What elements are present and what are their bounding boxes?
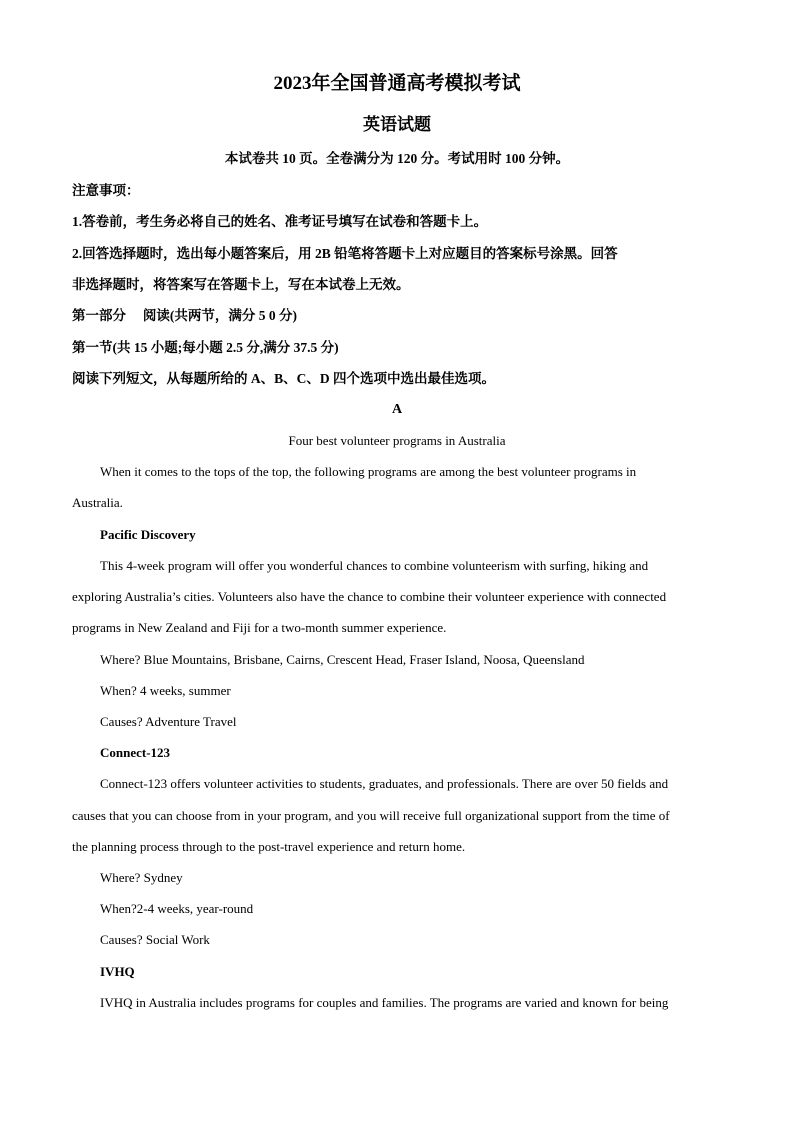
passage-intro-line-1: When it comes to the tops of the top, the following programs are among the best volunteer programs in xyxy=(100,464,637,479)
program-desc-line: Connect-123 offers volunteer activities to students, graduates, and professionals. There are over 50 fields and xyxy=(100,776,669,791)
passage-intro-line-2: Australia. xyxy=(72,495,123,510)
note-item-2-line-2: 非选择题时，将答案写在答题卡上，写在本试卷上无效。 xyxy=(72,277,410,292)
exam-title: 2023年全国普通高考模拟考试 xyxy=(273,73,521,94)
program-where: Where? Blue Mountains, Brisbane, Cairns, Crescent Head, Fraser Island, Noosa, Queensland xyxy=(100,652,585,667)
note-item-2-line-1: 2.回答选择题时，选出每小题答案后，用 2B 铅笔将答题卡上对应题目的答案标号涂黑。回答 xyxy=(72,246,618,261)
program-desc-line: This 4-week program will offer you wonderful chances to combine volunteerism with surfing, hiking and xyxy=(100,558,649,573)
program-desc-line: exploring Australia’s cities. Volunteers also have the chance to combine their volunteer experience with connected xyxy=(72,589,667,604)
reading-instruction: 阅读下列短文，从每题所给的 A、B、C、D 四个选项中选出最佳选项。 xyxy=(72,371,496,386)
program-causes: Causes? Social Work xyxy=(100,932,210,947)
program-desc-line: programs in New Zealand and Fiji for a two-month summer experience. xyxy=(72,620,447,635)
notes-heading: 注意事项： xyxy=(72,183,140,198)
passage-letter: A xyxy=(391,402,403,417)
program-name-ivhq: IVHQ xyxy=(100,964,135,979)
program-desc-line: the planning process through to the post-travel experience and return home. xyxy=(72,839,466,854)
program-when: When? 4 weeks, summer xyxy=(100,683,231,698)
note-item-1: 1.答卷前，考生务必将自己的姓名、准考证号填写在试卷和答题卡上。 xyxy=(72,214,488,229)
part-heading: 第一部分 阅读(共两节，满分 5 0 分) xyxy=(72,308,297,323)
program-when: When?2-4 weeks, year-round xyxy=(100,901,254,916)
program-desc-line: IVHQ in Australia includes programs for couples and families. The programs are varied and known for being xyxy=(100,995,669,1010)
program-desc-line: causes that you can choose from in your program, and you will receive full organizational support from the time of xyxy=(72,808,670,823)
program-where: Where? Sydney xyxy=(100,870,183,885)
program-causes: Causes? Adventure Travel xyxy=(100,714,237,729)
passage-title: Four best volunteer programs in Australia xyxy=(288,433,506,448)
exam-info: 本试卷共 10 页。全卷满分为 120 分。考试用时 100 分钟。 xyxy=(224,151,570,166)
program-name-pacific-discovery: Pacific Discovery xyxy=(100,527,196,542)
section-heading: 第一节(共 15 小题;每小题 2.5 分,满分 37.5 分) xyxy=(72,340,339,355)
program-name-connect-123: Connect-123 xyxy=(100,745,171,760)
subject-title: 英语试题 xyxy=(363,115,431,134)
